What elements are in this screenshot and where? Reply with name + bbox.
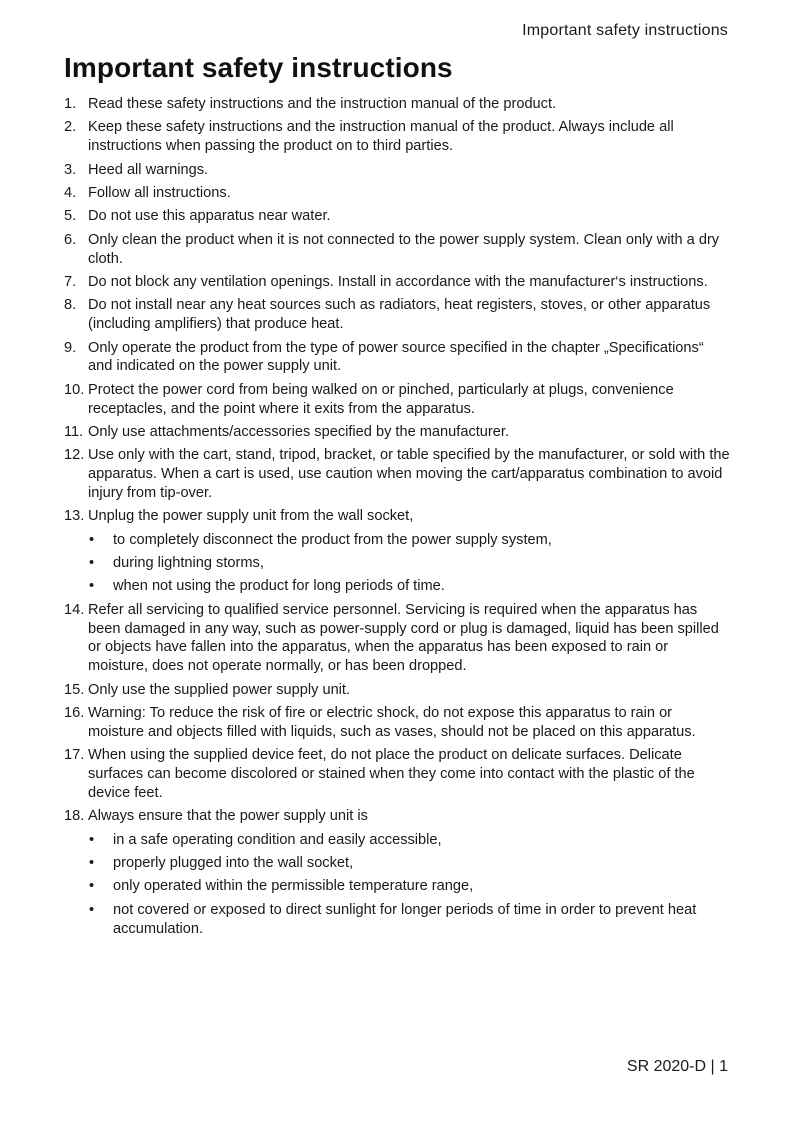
instruction-number: 15.	[64, 681, 85, 698]
instruction-number: 1.	[64, 96, 77, 112]
bullet-icon: •	[89, 578, 95, 595]
bullet-icon: •	[89, 854, 95, 871]
instruction-item	[64, 807, 730, 938]
instruction-text: Unplug the power supply unit from the wall socket,	[88, 508, 414, 525]
instruction-item	[64, 423, 730, 442]
instruction-subitem	[88, 531, 730, 550]
instruction-number: 3.	[64, 161, 77, 178]
instruction-subitem	[88, 831, 730, 850]
instruction-item	[64, 681, 730, 700]
bullet-icon: •	[89, 901, 95, 918]
instruction-subitem	[88, 901, 730, 939]
instruction-item	[64, 746, 730, 802]
instruction-text: Keep these safety instructions and the instruction manual of the product. Always include all instructions when passing the product on to third parties.	[88, 119, 674, 155]
instruction-item	[64, 704, 730, 742]
instruction-item	[64, 161, 730, 180]
instruction-subitem-text: during lightning storms,	[113, 555, 264, 572]
instruction-subitem	[88, 577, 730, 596]
instruction-subitem	[88, 554, 730, 573]
instruction-number: 16.	[64, 705, 85, 721]
instruction-subitem	[88, 854, 730, 873]
instruction-item	[64, 184, 730, 203]
instruction-text: Do not use this apparatus near water.	[88, 208, 331, 225]
instruction-text: Do not install near any heat sources such as radiators, heat registers, stoves, or other apparatus (including amplifiers) that produce heat.	[88, 297, 711, 333]
instruction-text: Do not block any ventilation openings. Install in accordance with the manufacturer‘s instructions.	[88, 273, 708, 290]
instruction-subitem-text: when not using the product for long periods of time.	[113, 578, 445, 595]
bullet-icon: •	[89, 531, 95, 548]
instruction-text: Only use the supplied power supply unit.	[88, 681, 351, 698]
instruction-text: Refer all servicing to qualified service personnel. Servicing is required when the apparatus has been damaged in any way, such as power-supply cord or plug is damaged, liquid has been spilled or objects have fallen into the apparatus, when the apparatus has been exposed to rain or moisture, does not operate normally, or has been dropped.	[88, 601, 719, 675]
instruction-number: 2.	[64, 119, 77, 136]
page-footer: SR 2020-D | 1	[626, 1058, 728, 1075]
instruction-item	[64, 207, 730, 226]
instruction-sublist	[88, 831, 730, 939]
instruction-subitem-text: to completely disconnect the product from the power supply system,	[113, 531, 552, 548]
instruction-text: Only operate the product from the type of power source specified in the chapter „Specifications“ and indicated on the power supply unit.	[88, 339, 704, 375]
instruction-item	[64, 339, 730, 377]
instruction-number: 5.	[64, 208, 77, 225]
instruction-item	[64, 381, 730, 419]
instruction-number: 13.	[64, 508, 85, 525]
instruction-item	[64, 118, 730, 156]
bullet-icon: •	[89, 878, 95, 895]
instruction-number: 18.	[64, 808, 85, 825]
bullet-icon: •	[89, 555, 95, 572]
instruction-number: 9.	[64, 339, 77, 356]
instruction-number: 7.	[64, 273, 77, 290]
instruction-text: Follow all instructions.	[88, 184, 231, 201]
instruction-item	[64, 601, 730, 676]
instruction-subitem	[88, 877, 730, 896]
instruction-text: Use only with the cart, stand, tripod, bracket, or table specified by the manufacturer, or sold with the apparatus. When a cart is used, use caution when moving the cart/apparatus combination to avoid injury from tip-over.	[88, 447, 730, 501]
instruction-item	[64, 273, 730, 292]
instruction-subitem-text: in a safe operating condition and easily accessible,	[113, 831, 442, 848]
running-header: Important safety instructions	[522, 22, 728, 39]
instruction-number: 12.	[64, 447, 85, 464]
instruction-item	[64, 446, 730, 502]
instruction-number: 10.	[64, 381, 85, 398]
instruction-subitem-text: only operated within the permissible temperature range,	[113, 878, 474, 895]
instruction-item	[64, 231, 730, 269]
instruction-text: Heed all warnings.	[88, 161, 209, 178]
instruction-subitem-text: not covered or exposed to direct sunlight for longer periods of time in order to prevent heat accumulation.	[113, 901, 697, 937]
instruction-subitem-text: properly plugged into the wall socket,	[113, 854, 354, 871]
page-title: Important safety instructions	[64, 52, 453, 83]
instruction-item	[64, 296, 730, 334]
instruction-number: 17.	[64, 747, 85, 764]
instruction-text: Always ensure that the power supply unit is	[88, 808, 368, 825]
instruction-number: 4.	[64, 184, 77, 201]
bullet-icon: •	[89, 831, 95, 848]
instruction-sublist	[88, 531, 730, 597]
instruction-text: When using the supplied device feet, do not place the product on delicate surfaces. Delicate surfaces can become discolored or stained when they come into contact with the plastic of the device feet.	[88, 747, 695, 801]
instruction-number: 11.	[64, 423, 84, 440]
instruction-item	[64, 507, 730, 596]
safety-instruction-list	[64, 95, 730, 943]
instruction-text: Warning: To reduce the risk of fire or electric shock, do not expose this apparatus to rain or moisture and objects filled with liquids, such as vases, should not be placed on this apparatus.	[88, 705, 696, 740]
instruction-item	[64, 95, 730, 114]
instruction-text: Only clean the product when it is not connected to the power supply system. Clean only with a dry cloth.	[88, 231, 720, 267]
instruction-text: Protect the power cord from being walked on or pinched, particularly at plugs, convenience receptacles, and the point where it exits from the apparatus.	[88, 381, 674, 417]
instruction-number: 6.	[64, 231, 77, 248]
instruction-number: 8.	[64, 297, 77, 314]
instruction-text: Only use attachments/accessories specified by the manufacturer.	[88, 423, 509, 440]
instruction-text: Read these safety instructions and the instruction manual of the product.	[88, 96, 557, 112]
instruction-number: 14.	[64, 601, 85, 618]
